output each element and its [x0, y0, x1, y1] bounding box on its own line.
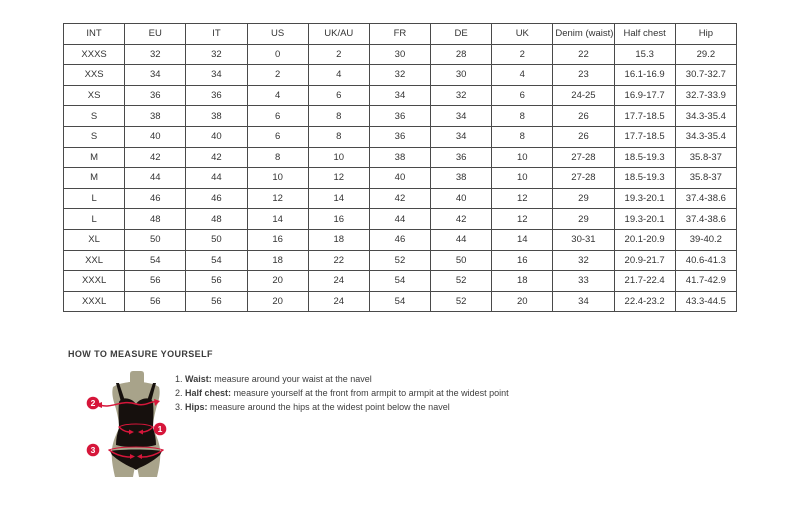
table-row: [64, 188, 737, 209]
table-cell: 37.4-38.6: [675, 188, 736, 209]
column-header: UK: [492, 24, 553, 45]
mannequin-figure: [86, 371, 186, 481]
table-cell: 30.7-32.7: [675, 65, 736, 86]
table-cell: 30: [431, 65, 492, 86]
table-cell: 22: [308, 250, 369, 271]
table-cell: 16: [308, 209, 369, 230]
table-cell: 40: [369, 168, 430, 189]
table-cell: 38: [369, 147, 430, 168]
step-number: 2.: [175, 388, 183, 399]
table-cell: 36: [125, 85, 186, 106]
table-cell: 6: [247, 126, 308, 147]
table-cell: 42: [186, 147, 247, 168]
table-cell: 50: [186, 229, 247, 250]
table-cell: 42: [125, 147, 186, 168]
table-cell: 30: [369, 44, 430, 65]
table-cell: 38: [125, 106, 186, 127]
table-cell: 19.3-20.1: [614, 188, 675, 209]
table-row: [64, 271, 737, 292]
measure-step: [175, 386, 509, 400]
step-label: Half chest:: [185, 388, 232, 399]
table-cell: 20: [247, 291, 308, 312]
table-cell: 2: [492, 44, 553, 65]
table-cell: 42: [431, 209, 492, 230]
step-number: 1.: [175, 374, 183, 384]
step-label: Waist:: [185, 374, 212, 384]
table-row: [64, 65, 737, 86]
column-header: Hip: [675, 24, 736, 45]
column-header: Half chest: [614, 24, 675, 45]
table-cell: 16.1-16.9: [614, 65, 675, 86]
table-cell: 34: [553, 291, 614, 312]
table-cell: 14: [247, 209, 308, 230]
measure-step: [175, 372, 509, 386]
table-cell: 20: [492, 291, 553, 312]
table-row: [64, 147, 737, 168]
column-header: UK/AU: [308, 24, 369, 45]
table-cell: 32: [431, 85, 492, 106]
step-text: measure yourself at the front from armpit to armpit at the widest point: [233, 388, 509, 399]
hips-marker-badge: [87, 444, 100, 457]
table-cell: 56: [125, 291, 186, 312]
table-cell: 36: [431, 147, 492, 168]
table-cell: 23: [553, 65, 614, 86]
table-cell: 28: [431, 44, 492, 65]
table-cell: 12: [492, 209, 553, 230]
size-table-head-row: [64, 24, 737, 45]
table-cell: 24: [308, 271, 369, 292]
table-cell: 26: [553, 106, 614, 127]
table-row: [64, 291, 737, 312]
table-row: [64, 168, 737, 189]
table-cell: 18: [247, 250, 308, 271]
column-header: DE: [431, 24, 492, 45]
table-cell: 40.6-41.3: [675, 250, 736, 271]
table-cell: 35.8-37: [675, 168, 736, 189]
table-cell: S: [64, 126, 125, 147]
table-cell: 27-28: [553, 147, 614, 168]
table-cell: XS: [64, 85, 125, 106]
table-cell: 48: [186, 209, 247, 230]
measure-step: [175, 400, 509, 414]
table-row: [64, 229, 737, 250]
table-cell: 20.1-20.9: [614, 229, 675, 250]
table-cell: 32.7-33.9: [675, 85, 736, 106]
table-cell: L: [64, 188, 125, 209]
table-cell: XXXL: [64, 291, 125, 312]
table-cell: M: [64, 168, 125, 189]
table-cell: XXS: [64, 65, 125, 86]
table-cell: 29: [553, 188, 614, 209]
waist-marker-badge: [154, 423, 167, 436]
step-text: measure around the hips at the widest point below the navel: [210, 402, 450, 413]
table-cell: 10: [247, 168, 308, 189]
table-cell: 32: [553, 250, 614, 271]
column-header: FR: [369, 24, 430, 45]
table-cell: 34.3-35.4: [675, 126, 736, 147]
table-cell: 17.7-18.5: [614, 126, 675, 147]
table-cell: 36: [369, 106, 430, 127]
table-cell: 4: [247, 85, 308, 106]
table-cell: 46: [186, 188, 247, 209]
table-cell: 8: [492, 126, 553, 147]
table-cell: 56: [186, 271, 247, 292]
table-cell: 12: [492, 188, 553, 209]
svg-text:3: 3: [90, 445, 96, 455]
table-cell: 43.3-44.5: [675, 291, 736, 312]
table-cell: 36: [369, 126, 430, 147]
table-cell: 44: [369, 209, 430, 230]
table-cell: 22: [553, 44, 614, 65]
table-cell: 12: [247, 188, 308, 209]
step-label: Hips:: [185, 402, 208, 413]
table-cell: 38: [431, 168, 492, 189]
table-cell: 8: [492, 106, 553, 127]
table-cell: 52: [431, 271, 492, 292]
table-cell: 37.4-38.6: [675, 209, 736, 230]
section-title: HOW TO MEASURE YOURSELF: [68, 349, 213, 359]
table-cell: 34: [125, 65, 186, 86]
table-cell: 26: [553, 126, 614, 147]
table-cell: 8: [308, 126, 369, 147]
swimsuit-top: [116, 398, 156, 447]
table-cell: 20: [247, 271, 308, 292]
table-cell: 32: [125, 44, 186, 65]
table-cell: 54: [125, 250, 186, 271]
table-cell: 18.5-19.3: [614, 168, 675, 189]
table-cell: 22.4-23.2: [614, 291, 675, 312]
table-cell: 6: [492, 85, 553, 106]
table-cell: 16.9-17.7: [614, 85, 675, 106]
table-cell: 12: [308, 168, 369, 189]
table-cell: 32: [369, 65, 430, 86]
table-row: [64, 106, 737, 127]
table-cell: 6: [247, 106, 308, 127]
table-cell: 15.3: [614, 44, 675, 65]
table-cell: 24-25: [553, 85, 614, 106]
step-text: measure around your waist at the navel: [214, 374, 372, 384]
table-cell: 34: [369, 85, 430, 106]
table-cell: 41.7-42.9: [675, 271, 736, 292]
table-cell: 48: [125, 209, 186, 230]
size-table-body: [64, 44, 737, 312]
table-cell: 54: [369, 271, 430, 292]
table-cell: 56: [125, 271, 186, 292]
table-cell: 10: [492, 168, 553, 189]
table-cell: 29.2: [675, 44, 736, 65]
table-cell: 34: [186, 65, 247, 86]
table-cell: 19.3-20.1: [614, 209, 675, 230]
table-cell: 2: [308, 44, 369, 65]
table-cell: 44: [431, 229, 492, 250]
table-cell: 50: [125, 229, 186, 250]
table-cell: L: [64, 209, 125, 230]
table-cell: XXL: [64, 250, 125, 271]
column-header: Denim (waist): [553, 24, 614, 45]
table-cell: 14: [492, 229, 553, 250]
table-cell: 21.7-22.4: [614, 271, 675, 292]
table-cell: 52: [369, 250, 430, 271]
table-cell: 46: [125, 188, 186, 209]
table-row: [64, 44, 737, 65]
table-cell: 33: [553, 271, 614, 292]
table-cell: 56: [186, 291, 247, 312]
table-cell: 29: [553, 209, 614, 230]
size-chart-table: [63, 23, 737, 312]
table-cell: 0: [247, 44, 308, 65]
table-cell: S: [64, 106, 125, 127]
svg-text:1: 1: [157, 424, 163, 434]
table-cell: 2: [247, 65, 308, 86]
table-row: [64, 85, 737, 106]
table-cell: 40: [186, 126, 247, 147]
table-cell: 30-31: [553, 229, 614, 250]
table-cell: 8: [308, 106, 369, 127]
table-cell: 38: [186, 106, 247, 127]
table-cell: 34: [431, 126, 492, 147]
table-cell: 44: [125, 168, 186, 189]
table-cell: 10: [308, 147, 369, 168]
table-cell: 17.7-18.5: [614, 106, 675, 127]
table-cell: 10: [492, 147, 553, 168]
column-header: US: [247, 24, 308, 45]
table-cell: 44: [186, 168, 247, 189]
table-cell: 50: [431, 250, 492, 271]
table-cell: 54: [186, 250, 247, 271]
table-cell: 40: [125, 126, 186, 147]
svg-text:2: 2: [90, 398, 96, 408]
table-cell: 39-40.2: [675, 229, 736, 250]
measure-steps: [175, 372, 509, 415]
table-cell: 14: [308, 188, 369, 209]
table-row: [64, 250, 737, 271]
table-cell: 18: [492, 271, 553, 292]
table-cell: 46: [369, 229, 430, 250]
table-cell: M: [64, 147, 125, 168]
table-cell: 18: [308, 229, 369, 250]
table-cell: 4: [308, 65, 369, 86]
table-cell: 40: [431, 188, 492, 209]
table-cell: 16: [247, 229, 308, 250]
table-cell: 27-28: [553, 168, 614, 189]
table-cell: XXXS: [64, 44, 125, 65]
table-cell: 18.5-19.3: [614, 147, 675, 168]
table-cell: 8: [247, 147, 308, 168]
table-cell: 24: [308, 291, 369, 312]
table-cell: 54: [369, 291, 430, 312]
table-cell: 16: [492, 250, 553, 271]
table-cell: 20.9-21.7: [614, 250, 675, 271]
table-cell: 34: [431, 106, 492, 127]
table-row: [64, 209, 737, 230]
step-number: 3.: [175, 402, 183, 413]
table-cell: 34.3-35.4: [675, 106, 736, 127]
table-cell: 35.8-37: [675, 147, 736, 168]
table-cell: 32: [186, 44, 247, 65]
table-cell: 6: [308, 85, 369, 106]
table-cell: XXXL: [64, 271, 125, 292]
column-header: EU: [125, 24, 186, 45]
table-cell: 4: [492, 65, 553, 86]
table-cell: 52: [431, 291, 492, 312]
table-cell: 36: [186, 85, 247, 106]
half-chest-marker-badge: [87, 397, 100, 410]
table-cell: XL: [64, 229, 125, 250]
table-row: [64, 126, 737, 147]
measurement-illustration: [86, 371, 186, 481]
column-header: IT: [186, 24, 247, 45]
column-header: INT: [64, 24, 125, 45]
table-cell: 42: [369, 188, 430, 209]
